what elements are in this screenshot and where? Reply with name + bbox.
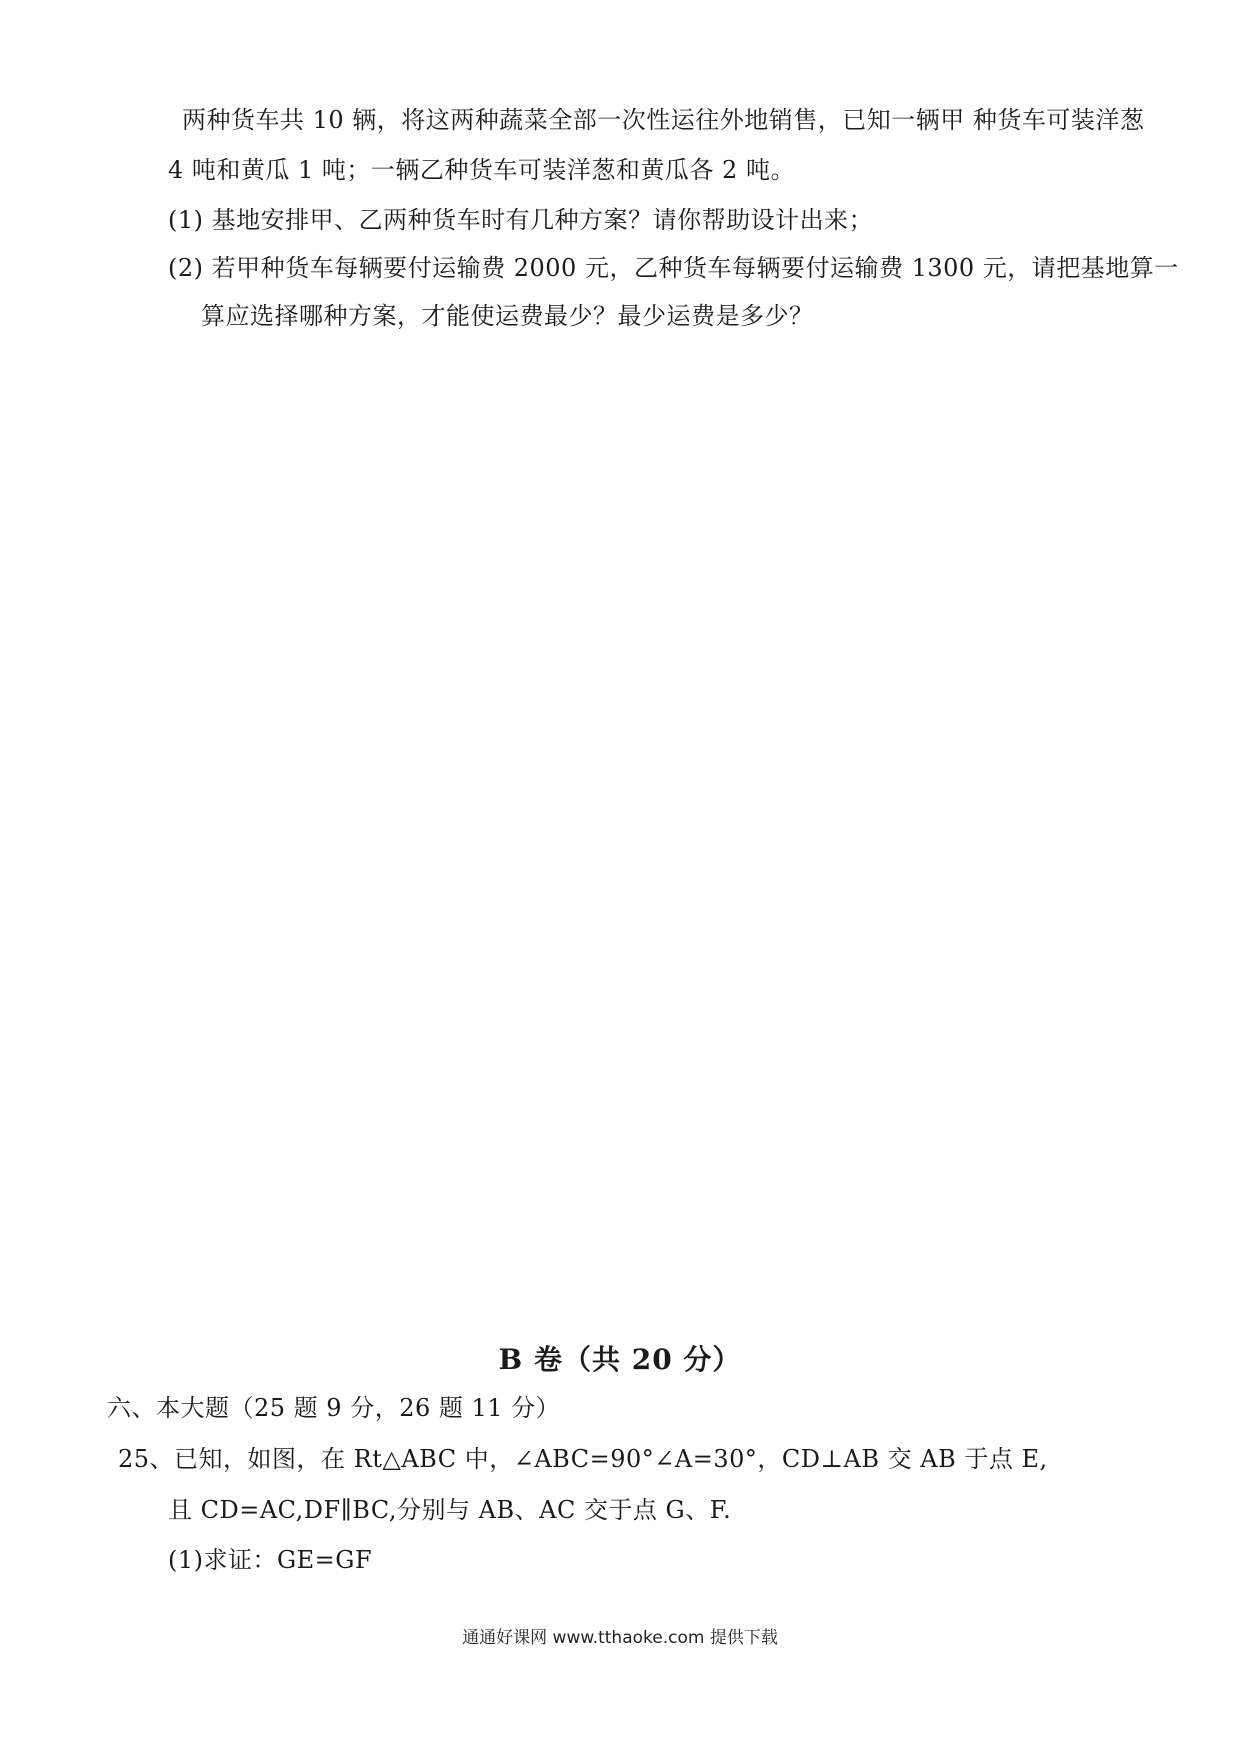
part-six-heading: 六、本大题（25 题 9 分，26 题 11 分） <box>107 1394 561 1422</box>
section-b-title: B 卷（共 20 分） <box>498 1343 742 1376</box>
problem-24-part-2-line-1: (2) 若甲种货车每辆要付运输费 2000 元，乙种货车每辆要付运输费 1300 元，请把基地算一 <box>168 254 1179 282</box>
page-footer: 通通好课网 www.tthaoke.com 提供下载 <box>462 1628 778 1648</box>
problem-25-part-1: (1)求证：GE=GF <box>168 1546 373 1574</box>
problem-25-text-line-2: 且 CD=AC,DF∥BC,分别与 AB、AC 交于点 G、F. <box>168 1496 732 1524</box>
problem-25-text-line-1: 25、已知，如图，在 Rt△ABC 中，∠ABC=90°∠A=30°，CD⊥AB 交 AB 于点 E, <box>118 1445 1048 1473</box>
problem-24-part-1: (1) 基地安排甲、乙两种货车时有几种方案？请你帮助设计出来； <box>168 206 874 234</box>
problem-24-part-2-line-2: 算应选择哪种方案，才能使运费最少？最少运费是多少？ <box>201 302 814 330</box>
problem-24-text-line-2: 4 吨和黄瓜 1 吨；一辆乙种货车可装洋葱和黄瓜各 2 吨。 <box>168 156 795 184</box>
problem-24-text-line-1: 两种货车共 10 辆，将这两种蔬菜全部一次性运往外地销售，已知一辆甲 种货车可装洋葱 <box>182 106 1145 134</box>
